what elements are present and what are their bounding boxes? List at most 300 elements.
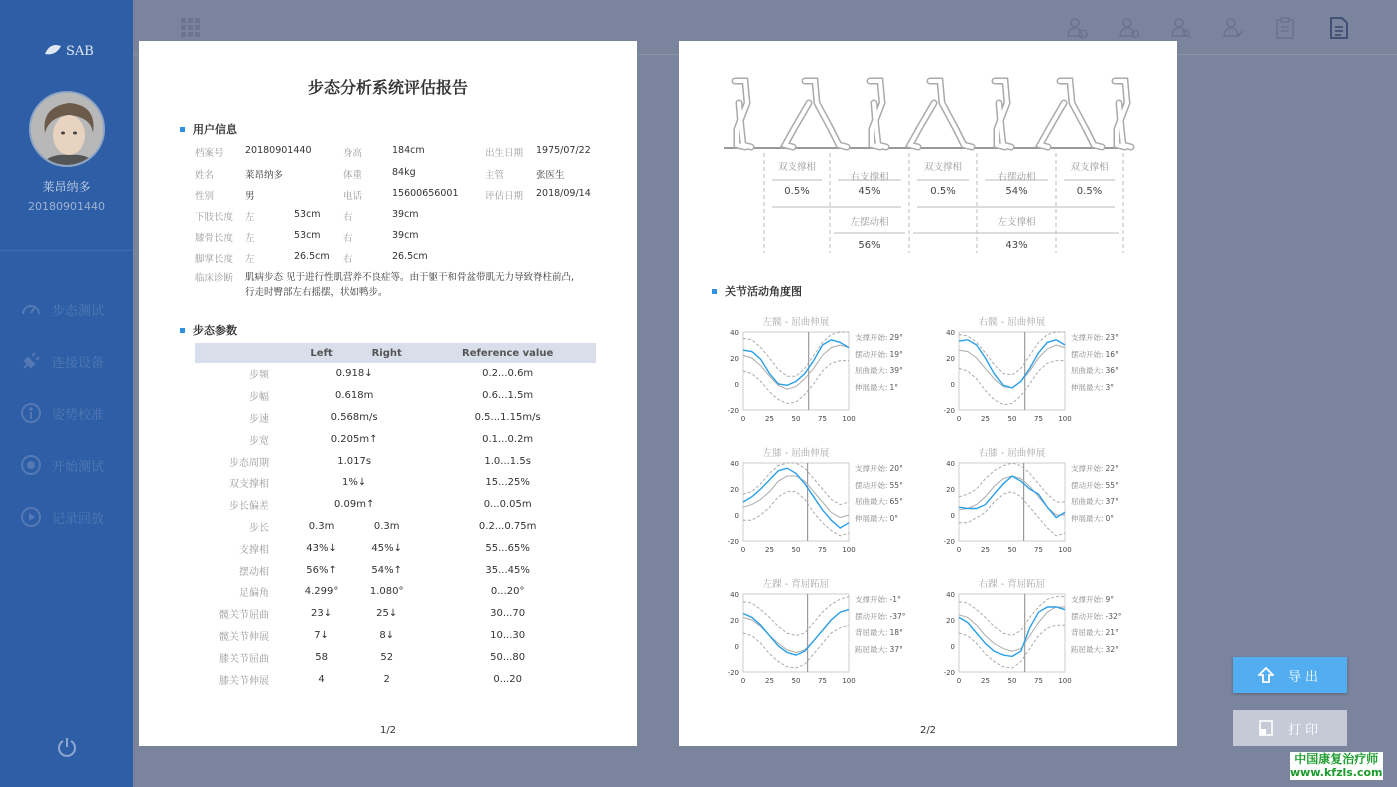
x-tick-label: 75 xyxy=(1034,546,1043,554)
info-label xyxy=(195,209,233,223)
stat-label: 背屈最大: xyxy=(1071,628,1104,637)
phase-value: 43% xyxy=(1005,240,1028,251)
chart-title: 左髋 - 屈曲伸展 xyxy=(762,317,830,328)
info-value: 张医生 xyxy=(536,170,565,181)
table-row xyxy=(195,516,596,538)
label: 脚掌长度 xyxy=(195,254,234,265)
sidebar-divider xyxy=(0,250,133,251)
table-cell: 0.6...1.5m xyxy=(482,390,534,402)
plot-frame xyxy=(959,594,1065,672)
stat-value: 55° xyxy=(889,480,903,490)
stat-label: 支撑开始: xyxy=(1071,333,1104,342)
stat-label: 跖屈最大: xyxy=(855,644,888,654)
grid-icon xyxy=(181,18,201,38)
info-value: 莱昂纳多 xyxy=(245,170,284,181)
info-value: 15600656001 xyxy=(392,188,459,199)
table-cell: 7↓ xyxy=(314,629,329,641)
row-name: 足偏角 xyxy=(239,588,269,600)
chart-stats xyxy=(1071,592,1122,658)
export-label: 导出 xyxy=(1287,669,1322,685)
reference-band-upper xyxy=(743,332,849,376)
apps-grid-button[interactable] xyxy=(181,18,201,38)
info-value: 男 xyxy=(245,191,255,202)
phase-label: 双支撑相 xyxy=(923,162,962,173)
table-cell: 30...70 xyxy=(490,608,526,620)
info-value: 1975/07/22 xyxy=(536,145,591,156)
label: 右 xyxy=(343,212,353,223)
table-cell: 4.299° xyxy=(304,586,339,598)
y-tick-label: 40 xyxy=(946,329,955,337)
y-tick-label: 0 xyxy=(734,512,739,520)
leaf-logo-icon xyxy=(44,44,62,58)
walker-figure xyxy=(995,81,1011,147)
user-photo-icon xyxy=(31,93,105,167)
power-button[interactable] xyxy=(56,736,78,758)
diagnosis-line: 肌病步态 见于进行性肌营养不良症等。由于躯干和骨盆带肌无力导致脊柱前凸, xyxy=(245,272,575,283)
reference-band-upper xyxy=(959,597,1065,636)
info-label xyxy=(195,230,233,244)
table-cell: 0.618m xyxy=(334,390,374,402)
row-name: 髋关节伸展 xyxy=(219,631,269,643)
stat-label: 屈曲最大: xyxy=(1071,497,1104,506)
label: 主管 xyxy=(485,170,505,181)
nav-label: 开始测试 xyxy=(52,459,105,475)
label: 体重 xyxy=(343,170,363,181)
y-tick-label: 20 xyxy=(730,486,739,494)
label: 膝骨长度 xyxy=(195,233,234,244)
row-name: 步长 xyxy=(249,522,269,534)
stat-value: -32° xyxy=(1105,611,1122,621)
stat-row xyxy=(855,461,903,478)
reference-line xyxy=(743,345,849,389)
x-tick-label: 25 xyxy=(765,415,774,423)
avatar[interactable] xyxy=(29,91,105,167)
nav-item-connect-device[interactable] xyxy=(20,348,130,374)
info-value: 39cm xyxy=(392,230,419,241)
chart-title: 右膝 - 屈曲伸展 xyxy=(978,448,1046,459)
stat-row xyxy=(1071,380,1119,397)
table-cell: 0.09m↑ xyxy=(333,499,375,511)
table-cell: 0...0.05m xyxy=(483,499,532,511)
x-tick-label: 75 xyxy=(818,677,827,685)
label: 右 xyxy=(343,254,353,265)
x-tick-label: 100 xyxy=(1058,677,1072,685)
label: 左 xyxy=(245,254,255,265)
chart-title: 右踝 - 背屈跖屈 xyxy=(978,579,1046,590)
y-tick-label: -20 xyxy=(727,538,739,546)
stat-value: 29° xyxy=(889,333,903,342)
x-tick-label: 50 xyxy=(791,415,801,423)
table-cell: 55...65% xyxy=(485,542,530,554)
x-tick-label: 100 xyxy=(842,415,856,423)
joint-angle-chart xyxy=(933,588,1079,696)
stat-value: -1° xyxy=(889,595,901,604)
stat-value: 23° xyxy=(1105,333,1119,342)
info-value: 84kg xyxy=(392,167,416,178)
x-tick-label: 100 xyxy=(842,677,856,685)
stat-label: 跖屈最大: xyxy=(1071,644,1104,654)
table-cell: 4 xyxy=(318,673,325,685)
info-value: 53cm xyxy=(294,209,321,220)
diagnosis-line: 行走时臀部左右摇摆，状如鸭步。 xyxy=(245,287,388,298)
info-value: 184cm xyxy=(392,145,425,156)
table-cell: 43%↓ xyxy=(306,542,337,554)
table-cell: 1.0...1.5s xyxy=(484,455,531,467)
reference-band-lower xyxy=(959,361,1065,405)
phase-value: 56% xyxy=(858,240,881,251)
nav-item-gait-test[interactable] xyxy=(20,296,130,322)
reference-line xyxy=(959,345,1065,388)
stat-value: 9° xyxy=(1105,595,1115,604)
stat-row xyxy=(855,642,906,659)
x-tick-label: 0 xyxy=(740,677,746,685)
phase-value: 54% xyxy=(1005,186,1028,197)
table-row xyxy=(195,559,596,581)
stat-label: 摆动开始: xyxy=(1071,480,1104,490)
nav-item-posture-calibration[interactable] xyxy=(20,400,130,426)
info-value: 26.5cm xyxy=(392,251,428,262)
table-cell: 0.2...0.6m xyxy=(482,368,534,380)
stat-value: 0° xyxy=(1105,513,1115,523)
table-cell: 0.205m↑ xyxy=(330,433,378,445)
y-tick-label: -20 xyxy=(727,407,739,415)
table-cell: 0.2...0.75m xyxy=(478,520,537,532)
stat-row xyxy=(1071,347,1119,364)
nav-item-record-playback[interactable] xyxy=(20,504,130,530)
document-icon xyxy=(1328,16,1350,40)
reference-line xyxy=(743,476,849,518)
table-cell: 0...20° xyxy=(490,586,525,598)
label: 性别 xyxy=(195,191,215,202)
walker-figure xyxy=(870,81,886,147)
table-cell: 56%↑ xyxy=(306,564,337,576)
chart-stats xyxy=(855,330,903,396)
user-name: 莱昂纳多 xyxy=(42,180,91,194)
table-row xyxy=(195,363,596,385)
stat-label: 屈曲最大: xyxy=(855,497,888,506)
phase-label: 双支撑相 xyxy=(1070,162,1109,173)
nav-label: 姿势校准 xyxy=(52,407,105,423)
joint-angle-chart xyxy=(933,457,1079,565)
walker-figure xyxy=(1115,81,1131,147)
info-label xyxy=(245,230,255,244)
toolbar-clipboard[interactable] xyxy=(1274,16,1296,40)
info-label xyxy=(343,167,362,181)
power-icon xyxy=(56,736,78,758)
x-tick-label: 25 xyxy=(765,546,774,554)
x-tick-label: 50 xyxy=(1007,415,1017,423)
table-row xyxy=(195,494,596,516)
y-tick-label: -20 xyxy=(943,669,955,677)
stat-value: 0° xyxy=(889,513,899,523)
toolbar-report[interactable] xyxy=(1328,16,1350,40)
info-value: 53cm xyxy=(294,230,321,241)
page-number: 2/2 xyxy=(919,725,937,736)
table-header: Right xyxy=(354,343,419,363)
phase-label: 左摆动相 xyxy=(850,217,889,228)
stat-row xyxy=(1071,330,1119,347)
info-label xyxy=(343,230,353,244)
table-cell: 8↓ xyxy=(379,629,395,641)
table-cell: 45%↓ xyxy=(371,542,403,554)
app-logo xyxy=(44,40,104,62)
stat-label: 摆动开始: xyxy=(1071,611,1104,621)
table-cell: 52 xyxy=(380,651,394,663)
table-row xyxy=(195,646,596,668)
stat-row xyxy=(1071,592,1122,609)
stat-value: 65° xyxy=(889,497,903,506)
table-row xyxy=(195,472,596,494)
user-add-icon xyxy=(1066,16,1088,40)
logo-text: SAB xyxy=(66,43,94,59)
x-tick-label: 100 xyxy=(1058,415,1072,423)
reference-band-upper xyxy=(743,463,849,505)
toolbar-user-add[interactable] xyxy=(1066,16,1088,40)
row-name: 双支撑相 xyxy=(229,479,269,491)
stat-value: 22° xyxy=(1105,464,1119,473)
x-tick-label: 50 xyxy=(791,677,801,685)
page-number: 1/2 xyxy=(379,725,397,736)
info-label xyxy=(343,188,362,202)
phase-value: 0.5% xyxy=(1076,186,1103,197)
y-tick-label: 0 xyxy=(950,643,955,651)
stat-value: 55° xyxy=(1105,480,1119,490)
y-tick-label: 40 xyxy=(946,460,955,468)
row-name: 髋关节屈曲 xyxy=(219,610,269,622)
y-tick-label: 40 xyxy=(730,329,739,337)
label: 下肢长度 xyxy=(195,212,234,223)
row-name: 支撑相 xyxy=(239,544,269,556)
reference-band-upper xyxy=(959,332,1065,375)
table-cell: 0.3m xyxy=(373,520,400,532)
reference-band-upper xyxy=(743,597,849,636)
stat-row xyxy=(1071,642,1122,659)
measured-line xyxy=(959,340,1065,388)
stat-row xyxy=(1071,511,1119,528)
table-cell: 0...20 xyxy=(493,673,522,685)
label: 出生日期 xyxy=(485,148,524,159)
toolbar-user-search[interactable] xyxy=(1170,16,1192,40)
stat-label: 摆动开始: xyxy=(855,349,888,359)
stat-value: 37° xyxy=(1105,497,1119,506)
bullet-icon xyxy=(712,289,717,294)
info-label xyxy=(195,188,214,202)
x-tick-label: 75 xyxy=(1034,677,1043,685)
table-cell: 0.5...1.15m/s xyxy=(474,411,541,423)
chart-stats xyxy=(1071,461,1119,527)
x-tick-label: 25 xyxy=(765,677,774,685)
x-tick-label: 0 xyxy=(956,546,962,554)
info-label xyxy=(195,251,233,265)
stat-row xyxy=(855,609,906,626)
x-tick-label: 0 xyxy=(956,415,962,423)
stat-label: 摆动开始: xyxy=(855,611,888,621)
plot-frame xyxy=(743,463,849,541)
stat-row xyxy=(855,363,903,380)
gauge-icon xyxy=(20,298,42,320)
plot-frame xyxy=(743,332,849,410)
export-button[interactable] xyxy=(1233,657,1347,693)
print-button[interactable] xyxy=(1233,710,1347,746)
label: 左 xyxy=(245,212,255,223)
plug-icon xyxy=(20,350,42,372)
y-tick-label: -20 xyxy=(943,407,955,415)
walker-figure xyxy=(1040,81,1102,147)
reference-line xyxy=(743,610,849,653)
upload-arrow-icon xyxy=(1258,666,1274,684)
chart-stats xyxy=(1071,330,1119,396)
diagnosis-text xyxy=(245,270,605,300)
x-tick-label: 75 xyxy=(1034,415,1043,423)
calibrate-icon xyxy=(20,402,42,424)
table-header-row xyxy=(195,343,596,363)
stat-label: 摆动开始: xyxy=(855,480,888,490)
stat-label: 支撑开始: xyxy=(1071,595,1104,604)
walker-figure xyxy=(785,81,847,147)
clipboard-icon xyxy=(1274,16,1296,40)
stat-row xyxy=(855,511,903,528)
table-row xyxy=(195,668,596,690)
x-tick-label: 50 xyxy=(1007,677,1017,685)
table-row xyxy=(195,581,596,603)
label: 评估日期 xyxy=(485,191,524,202)
table-cell: 54%↑ xyxy=(371,564,403,576)
stat-value: 3° xyxy=(1105,382,1115,392)
table-cell: 1%↓ xyxy=(342,477,367,489)
nav-label: 连接设备 xyxy=(52,355,105,371)
table-cell: 0.568m/s xyxy=(330,411,378,423)
stat-row xyxy=(855,330,903,347)
joint-angle-chart xyxy=(717,457,863,565)
info-label xyxy=(343,145,362,159)
table-header: Left xyxy=(289,343,354,363)
y-tick-label: 0 xyxy=(734,381,739,389)
gait-params-table xyxy=(195,343,596,690)
table-row xyxy=(195,428,596,450)
table-cell: 50...80 xyxy=(490,651,526,663)
y-tick-label: 0 xyxy=(734,643,739,651)
row-name: 膝关节伸展 xyxy=(219,675,269,687)
user-id: 20180901440 xyxy=(28,200,105,213)
stat-value: -37° xyxy=(889,611,906,621)
info-label xyxy=(245,209,255,223)
label: 电话 xyxy=(343,191,363,202)
row-name: 步速 xyxy=(249,413,269,425)
print-label: 打印 xyxy=(1287,722,1322,738)
nav-label: 步态测试 xyxy=(52,303,105,319)
section-title: 步态参数 xyxy=(193,324,237,337)
reference-band-lower xyxy=(959,492,1065,536)
stat-row xyxy=(855,380,903,397)
y-tick-label: 20 xyxy=(946,486,955,494)
phase-value: 0.5% xyxy=(930,186,956,197)
label: 姓名 xyxy=(195,170,215,181)
bullet-icon xyxy=(180,127,185,132)
chart-stats xyxy=(855,592,906,658)
stat-label: 背屈最大: xyxy=(855,628,888,637)
chart-stats xyxy=(855,461,903,527)
label: 档案号 xyxy=(195,148,224,159)
table-row xyxy=(195,385,596,407)
stat-value: 39° xyxy=(889,366,903,375)
info-label xyxy=(195,270,233,284)
x-tick-label: 0 xyxy=(740,546,746,554)
table-cell: 10...30 xyxy=(490,629,526,641)
joint-angle-chart xyxy=(933,326,1079,434)
y-tick-label: -20 xyxy=(727,669,739,677)
table-cell: 1.017s xyxy=(337,455,372,467)
record-icon xyxy=(20,454,42,476)
nav-item-start-test[interactable] xyxy=(20,452,130,478)
stat-row xyxy=(855,347,903,364)
user-settings-icon xyxy=(1118,16,1140,40)
measured-line xyxy=(743,468,849,528)
stat-value: 1° xyxy=(889,382,899,392)
table-cell: 58 xyxy=(315,651,328,663)
info-label xyxy=(245,251,255,265)
play-icon xyxy=(20,506,42,528)
table-header xyxy=(195,343,289,363)
phase-label: 右支撑相 xyxy=(850,172,889,183)
label: 身高 xyxy=(343,148,363,159)
y-tick-label: 20 xyxy=(946,617,955,625)
watermark-line: 中国康复治疗师 xyxy=(1294,752,1379,766)
x-tick-label: 100 xyxy=(842,546,856,554)
stat-row xyxy=(1071,363,1119,380)
stat-label: 伸展最大: xyxy=(855,513,888,523)
sidebar xyxy=(0,0,133,787)
toolbar-user-settings[interactable] xyxy=(1118,16,1140,40)
row-name: 膝关节屈曲 xyxy=(219,653,269,665)
x-tick-label: 75 xyxy=(818,546,827,554)
x-tick-label: 0 xyxy=(956,677,962,685)
print-icon xyxy=(1258,719,1274,737)
bullet-icon xyxy=(180,328,185,333)
chart-title: 左踝 - 背屈跖屈 xyxy=(762,579,830,590)
chart-title: 左膝 - 屈曲伸展 xyxy=(762,448,830,459)
section-title: 用户信息 xyxy=(193,123,237,136)
y-tick-label: 20 xyxy=(946,355,955,363)
stat-label: 伸展最大: xyxy=(1071,513,1104,523)
info-value: 39cm xyxy=(392,209,419,220)
joint-angle-chart xyxy=(717,326,863,434)
stat-row xyxy=(1071,625,1122,642)
reference-band-lower xyxy=(743,625,849,668)
phase-value: 0.5% xyxy=(784,186,810,197)
measured-line xyxy=(743,610,849,656)
stat-value: 32° xyxy=(1105,644,1119,654)
y-tick-label: 0 xyxy=(950,512,955,520)
stat-label: 摆动开始: xyxy=(1071,349,1104,359)
toolbar-user-edit[interactable] xyxy=(1222,16,1244,40)
x-tick-label: 25 xyxy=(981,546,990,554)
section-gait-params xyxy=(180,322,237,338)
stat-row xyxy=(855,494,903,511)
section-joint-angles xyxy=(712,283,802,299)
y-tick-label: 20 xyxy=(730,617,739,625)
phase-label: 左支撑相 xyxy=(997,217,1036,228)
walker-figure xyxy=(910,81,972,147)
table-cell: 23↓ xyxy=(311,608,333,620)
stat-value: 37° xyxy=(889,644,903,654)
stat-label: 屈曲最大: xyxy=(1071,366,1104,375)
joint-angle-chart xyxy=(717,588,863,696)
table-cell: 35...45% xyxy=(485,564,530,576)
y-tick-label: 40 xyxy=(946,591,955,599)
measured-line xyxy=(959,476,1065,518)
y-tick-label: 40 xyxy=(730,591,739,599)
stat-label: 屈曲最大: xyxy=(855,366,888,375)
